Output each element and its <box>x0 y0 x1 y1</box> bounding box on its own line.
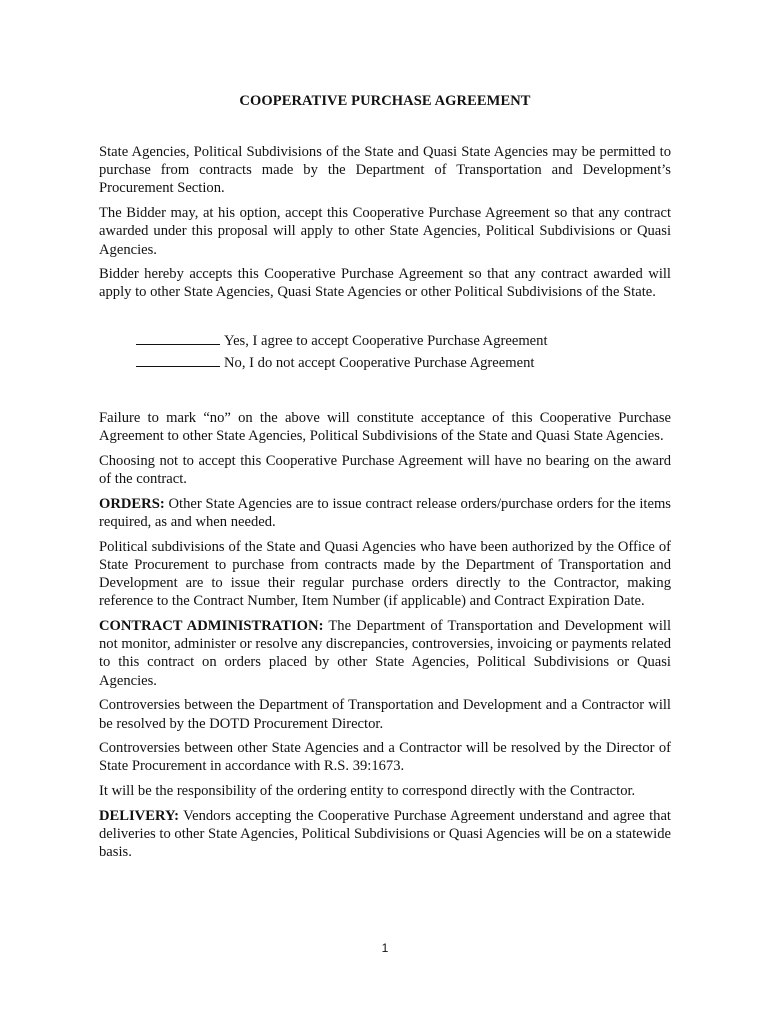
orders-heading: ORDERS: <box>99 495 165 512</box>
paragraph-state-controversies: Controversies between other State Agencies and a Contractor will be resolved by the Director of State Procurement in accordance with R.S. 39:1673. <box>99 740 671 775</box>
choice-no <box>136 354 671 372</box>
paragraph-permission: State Agencies, Political Subdivisions of the State and Quasi State Agencies may be permitted to purchase from contracts made by the Department of Transportation and Development’s Procurement Section. <box>99 144 671 197</box>
contract-administration-text: The Department of Transportation and Development will not monitor, administer or resolve any discrepancies, controversies, invoicing or payments related to this contract on orders placed by other State Agencies, Political Subdivisions or Quasi Agencies. <box>99 618 671 689</box>
paragraph-political-subdivisions: Political subdivisions of the State and Quasi Agencies who have been authorized by the Office of State Procurement to purchase from contracts made by the Department of Transportation and Development are to issue their regular purchase orders directly to the Contractor, making reference to the Contract Number, Item Number (if applicable) and Contract Expiration Date. <box>99 538 671 610</box>
paragraph-bidder-option: The Bidder may, at his option, accept this Cooperative Purchase Agreement so that any contract awarded under this proposal will apply to other State Agencies, Political Subdivisions or Quasi Agencies. <box>99 205 671 258</box>
delivery-text: Vendors accepting the Cooperative Purchase Agreement understand and agree that deliveries to other State Agencies, Political Subdivisions or Quasi Agencies will be on a statewide basis. <box>99 807 671 861</box>
choice-no-label: No, I do not accept Cooperative Purchase Agreement <box>224 354 535 371</box>
paragraph-failure-to-mark: Failure to mark “no” on the above will constitute acceptance of this Cooperative Purchase Agreement to other State Agencies, Political Subdivisions of the State and Quasi State Agencies. <box>99 410 671 445</box>
no-signature-blank[interactable] <box>136 354 220 367</box>
contract-administration-heading: CONTRACT ADMINISTRATION: <box>99 618 324 635</box>
yes-signature-blank[interactable] <box>136 332 220 345</box>
page-number: 1 <box>381 941 389 955</box>
paragraph-no-bearing: Choosing not to accept this Cooperative Purchase Agreement will have no bearing on the award of the contract. <box>99 452 671 488</box>
choice-yes <box>136 332 671 350</box>
paragraph-ordering-entity: It will be the responsibility of the ordering entity to correspond directly with the Contractor. <box>99 783 636 800</box>
choice-yes-label: Yes, I agree to accept Cooperative Purchase Agreement <box>224 332 548 349</box>
delivery-heading: DELIVERY: <box>99 807 180 824</box>
paragraph-dotd-controversies: Controversies between the Department of Transportation and Development and a Contractor will be resolved by the DOTD Procurement Director. <box>99 697 671 732</box>
document-title: COOPERATIVE PURCHASE AGREEMENT <box>239 93 531 109</box>
document-body <box>99 143 671 868</box>
paragraph-orders <box>99 495 671 531</box>
paragraph-bidder-accepts: Bidder hereby accepts this Cooperative Purchase Agreement so that any contract awarded will apply to other State Agencies, Quasi State Agencies or other Political Subdivisions of the State. <box>99 266 671 301</box>
paragraph-contract-administration <box>99 617 671 690</box>
agreement-choices <box>136 332 671 372</box>
orders-text: Other State Agencies are to issue contract release orders/purchase orders for the items required, as and when needed. <box>99 495 671 531</box>
paragraph-delivery <box>99 807 671 862</box>
